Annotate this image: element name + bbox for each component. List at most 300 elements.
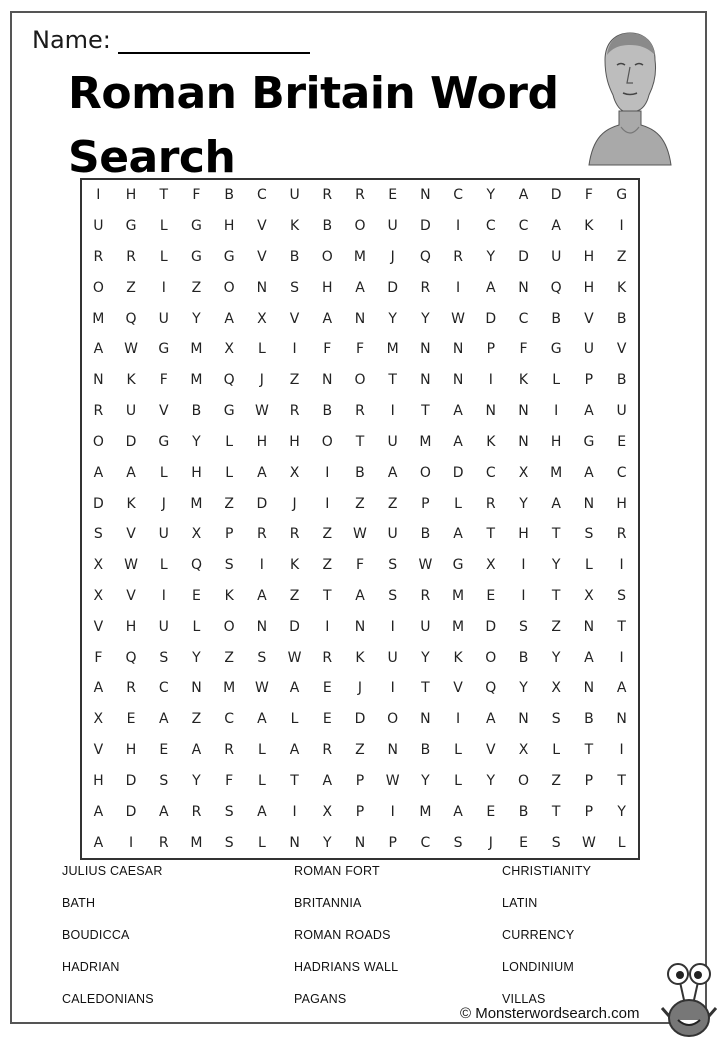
grid-letter[interactable]: Y: [519, 680, 528, 697]
grid-letter[interactable]: H: [518, 526, 529, 543]
grid-letter[interactable]: V: [616, 341, 627, 358]
grid-letter[interactable]: O: [92, 433, 104, 450]
grid-letter[interactable]: W: [124, 341, 138, 358]
grid-letter[interactable]: L: [454, 772, 462, 789]
grid-letter[interactable]: S: [551, 834, 561, 851]
grid-letter[interactable]: A: [322, 310, 333, 327]
grid-letter[interactable]: M: [353, 249, 367, 266]
grid-letter[interactable]: A: [126, 464, 136, 481]
grid-letter[interactable]: Y: [486, 187, 496, 204]
grid-letter[interactable]: T: [617, 618, 626, 635]
grid-letter[interactable]: D: [419, 218, 431, 235]
grid-letter[interactable]: L: [225, 433, 234, 450]
grid-letter[interactable]: Y: [551, 649, 561, 666]
grid-letter[interactable]: O: [485, 649, 497, 666]
grid-letter[interactable]: V: [158, 403, 169, 420]
grid-letter[interactable]: U: [420, 618, 431, 635]
grid-letter[interactable]: A: [486, 279, 496, 296]
grid-letter[interactable]: M: [190, 495, 203, 512]
grid-letter[interactable]: P: [388, 834, 397, 851]
grid-letter[interactable]: Z: [551, 618, 561, 635]
grid-letter[interactable]: D: [550, 187, 562, 204]
grid-letter[interactable]: B: [420, 526, 431, 543]
grid-letter[interactable]: J: [357, 680, 363, 697]
grid-letter[interactable]: B: [551, 310, 561, 327]
grid-letter[interactable]: L: [617, 834, 626, 851]
grid-letter[interactable]: Z: [289, 372, 300, 389]
grid-letter[interactable]: U: [158, 618, 169, 635]
grid-letter[interactable]: A: [486, 711, 496, 728]
grid-letter[interactable]: G: [125, 218, 137, 235]
grid-letter[interactable]: I: [325, 495, 330, 512]
grid-letter[interactable]: Y: [617, 803, 626, 820]
grid-letter[interactable]: Z: [387, 495, 398, 512]
grid-letter[interactable]: A: [257, 464, 267, 481]
grid-letter[interactable]: I: [619, 649, 624, 666]
grid-letter[interactable]: D: [125, 772, 137, 789]
grid-letter[interactable]: N: [583, 618, 595, 635]
grid-letter[interactable]: P: [584, 372, 594, 389]
grid-letter[interactable]: Y: [421, 310, 430, 327]
grid-letter[interactable]: S: [159, 772, 169, 789]
grid-letter[interactable]: W: [451, 310, 465, 327]
grid-letter[interactable]: D: [92, 495, 104, 512]
grid-letter[interactable]: L: [552, 372, 561, 389]
grid-letter[interactable]: T: [551, 587, 561, 604]
grid-letter[interactable]: Z: [224, 495, 234, 512]
grid-letter[interactable]: V: [453, 680, 463, 697]
grid-letter[interactable]: T: [551, 803, 561, 820]
grid-letter[interactable]: A: [257, 711, 267, 728]
grid-letter[interactable]: J: [292, 495, 297, 512]
grid-letter[interactable]: A: [616, 680, 627, 697]
grid-letter[interactable]: Y: [421, 649, 430, 666]
grid-letter[interactable]: O: [419, 464, 431, 481]
grid-letter[interactable]: X: [485, 557, 496, 574]
grid-letter[interactable]: H: [256, 433, 268, 450]
grid-letter[interactable]: N: [256, 279, 268, 296]
grid-letter[interactable]: A: [289, 680, 300, 697]
grid-letter[interactable]: T: [421, 403, 430, 420]
grid-letter[interactable]: R: [93, 403, 104, 420]
grid-letter[interactable]: M: [419, 433, 432, 450]
grid-letter[interactable]: P: [224, 526, 234, 543]
grid-letter[interactable]: D: [256, 495, 268, 512]
grid-letter[interactable]: N: [583, 680, 595, 697]
grid-letter[interactable]: C: [616, 464, 627, 481]
grid-letter[interactable]: B: [322, 403, 333, 420]
grid-letter[interactable]: O: [321, 249, 333, 266]
grid-letter[interactable]: M: [419, 803, 432, 820]
grid-letter[interactable]: F: [159, 372, 168, 389]
grid-letter[interactable]: G: [223, 249, 235, 266]
grid-letter[interactable]: L: [257, 834, 266, 851]
grid-letter[interactable]: Y: [322, 834, 332, 851]
grid-letter[interactable]: Q: [223, 372, 235, 389]
grid-letter[interactable]: N: [485, 403, 497, 420]
grid-letter[interactable]: V: [93, 742, 104, 759]
grid-letter[interactable]: I: [259, 557, 264, 574]
grid-letter[interactable]: R: [420, 279, 431, 296]
grid-letter[interactable]: V: [257, 249, 267, 266]
grid-letter[interactable]: F: [519, 341, 528, 358]
grid-letter[interactable]: D: [452, 464, 464, 481]
grid-letter[interactable]: S: [584, 526, 594, 543]
grid-letter[interactable]: U: [387, 649, 398, 666]
grid-letter[interactable]: I: [161, 587, 166, 604]
grid-letter[interactable]: X: [322, 803, 333, 820]
grid-letter[interactable]: N: [420, 341, 431, 358]
grid-letter[interactable]: J: [259, 372, 264, 389]
grid-letter[interactable]: X: [518, 742, 529, 759]
grid-letter[interactable]: E: [519, 834, 528, 851]
grid-letter[interactable]: O: [223, 618, 235, 635]
grid-letter[interactable]: B: [322, 218, 333, 235]
grid-letter[interactable]: T: [421, 680, 430, 697]
grid-letter[interactable]: C: [158, 680, 169, 697]
grid-letter[interactable]: E: [322, 711, 332, 728]
grid-letter[interactable]: Q: [125, 649, 137, 666]
grid-letter[interactable]: M: [223, 680, 236, 697]
grid-letter[interactable]: C: [224, 711, 235, 728]
grid-letter[interactable]: M: [190, 834, 203, 851]
grid-letter[interactable]: V: [126, 587, 136, 604]
grid-letter[interactable]: O: [321, 433, 333, 450]
grid-letter[interactable]: U: [387, 526, 398, 543]
grid-letter[interactable]: U: [583, 341, 595, 358]
grid-letter[interactable]: I: [390, 803, 395, 820]
grid-letter[interactable]: W: [353, 526, 367, 543]
grid-letter[interactable]: B: [518, 803, 529, 820]
grid-letter[interactable]: K: [289, 557, 300, 574]
grid-letter[interactable]: L: [225, 464, 234, 481]
grid-letter[interactable]: A: [453, 526, 463, 543]
grid-letter[interactable]: N: [354, 834, 366, 851]
grid-letter[interactable]: R: [93, 249, 104, 266]
grid-letter[interactable]: X: [93, 557, 104, 574]
grid-letter[interactable]: W: [287, 649, 302, 666]
grid-letter[interactable]: K: [453, 649, 463, 666]
grid-letter[interactable]: Y: [421, 772, 430, 789]
grid-letter[interactable]: S: [551, 711, 561, 728]
grid-letter[interactable]: A: [93, 464, 104, 481]
grid-letter[interactable]: I: [128, 834, 134, 851]
grid-letter[interactable]: A: [584, 649, 594, 666]
grid-letter[interactable]: V: [93, 618, 104, 635]
grid-letter[interactable]: P: [355, 803, 365, 820]
grid-letter[interactable]: A: [453, 403, 463, 420]
grid-letter[interactable]: G: [616, 187, 628, 204]
grid-letter[interactable]: D: [125, 433, 137, 450]
grid-letter[interactable]: H: [289, 433, 300, 450]
grid-letter[interactable]: Z: [224, 649, 234, 666]
grid-letter[interactable]: J: [488, 834, 493, 851]
grid-letter[interactable]: A: [257, 803, 267, 820]
grid-letter[interactable]: E: [126, 711, 136, 728]
grid-letter[interactable]: L: [290, 711, 299, 728]
grid-letter[interactable]: G: [158, 341, 170, 358]
grid-letter[interactable]: L: [159, 464, 168, 481]
grid-letter[interactable]: I: [390, 618, 395, 635]
grid-letter[interactable]: C: [453, 187, 463, 204]
grid-letter[interactable]: Y: [486, 772, 496, 789]
grid-letter[interactable]: S: [617, 587, 627, 604]
grid-letter[interactable]: U: [125, 403, 137, 420]
grid-letter[interactable]: N: [518, 279, 529, 296]
grid-letter[interactable]: U: [616, 403, 627, 420]
grid-letter[interactable]: I: [325, 618, 330, 635]
grid-letter[interactable]: I: [488, 372, 493, 389]
grid-letter[interactable]: S: [224, 557, 234, 574]
grid-letter[interactable]: N: [583, 495, 595, 512]
grid-letter[interactable]: D: [485, 618, 497, 635]
grid-letter[interactable]: G: [550, 341, 562, 358]
grid-letter[interactable]: T: [159, 187, 169, 204]
grid-letter[interactable]: F: [584, 187, 593, 204]
grid-letter[interactable]: I: [521, 557, 526, 574]
grid-letter[interactable]: L: [257, 742, 266, 759]
grid-letter[interactable]: G: [583, 433, 595, 450]
grid-letter[interactable]: H: [125, 742, 137, 759]
grid-letter[interactable]: U: [158, 310, 169, 327]
grid-letter[interactable]: H: [583, 279, 595, 296]
grid-letter[interactable]: N: [387, 742, 398, 759]
grid-letter[interactable]: O: [223, 279, 235, 296]
grid-letter[interactable]: T: [486, 526, 496, 543]
grid-letter[interactable]: U: [93, 218, 104, 235]
grid-letter[interactable]: A: [191, 742, 202, 759]
grid-letter[interactable]: V: [257, 218, 267, 235]
grid-letter[interactable]: Z: [551, 772, 561, 789]
grid-letter[interactable]: R: [289, 526, 300, 543]
grid-letter[interactable]: R: [355, 403, 365, 420]
grid-letter[interactable]: O: [92, 279, 104, 296]
grid-letter[interactable]: N: [420, 187, 431, 204]
grid-letter[interactable]: I: [456, 711, 461, 728]
grid-letter[interactable]: K: [486, 433, 496, 450]
grid-letter[interactable]: N: [616, 711, 627, 728]
grid-letter[interactable]: J: [390, 249, 395, 266]
grid-letter[interactable]: Y: [192, 772, 201, 789]
grid-letter[interactable]: Y: [551, 557, 561, 574]
grid-letter[interactable]: V: [126, 526, 136, 543]
grid-letter[interactable]: A: [93, 803, 104, 820]
grid-letter[interactable]: F: [355, 557, 364, 574]
grid-letter[interactable]: S: [93, 526, 103, 543]
grid-letter[interactable]: M: [190, 341, 203, 358]
grid-letter[interactable]: D: [387, 279, 399, 296]
grid-letter[interactable]: L: [192, 618, 201, 635]
grid-letter[interactable]: E: [192, 587, 201, 604]
grid-letter[interactable]: S: [224, 834, 234, 851]
grid-letter[interactable]: P: [421, 495, 430, 512]
grid-letter[interactable]: X: [289, 464, 300, 481]
grid-letter[interactable]: N: [256, 618, 268, 635]
grid-letter[interactable]: F: [225, 772, 234, 789]
grid-letter[interactable]: U: [158, 526, 169, 543]
grid-letter[interactable]: Z: [191, 279, 202, 296]
grid-letter[interactable]: A: [453, 803, 463, 820]
grid-letter[interactable]: A: [93, 341, 104, 358]
grid-letter[interactable]: X: [584, 587, 594, 604]
grid-letter[interactable]: E: [486, 587, 496, 604]
grid-letter[interactable]: N: [354, 618, 366, 635]
grid-letter[interactable]: R: [322, 649, 333, 666]
grid-letter[interactable]: S: [388, 557, 398, 574]
grid-letter[interactable]: X: [551, 680, 561, 697]
grid-letter[interactable]: H: [550, 433, 562, 450]
grid-letter[interactable]: H: [223, 218, 235, 235]
grid-letter[interactable]: K: [289, 218, 300, 235]
grid-letter[interactable]: B: [191, 403, 202, 420]
grid-letter[interactable]: M: [452, 618, 465, 635]
grid-letter[interactable]: D: [125, 803, 137, 820]
grid-letter[interactable]: E: [388, 187, 398, 204]
grid-letter[interactable]: B: [224, 187, 234, 204]
grid-letter[interactable]: R: [355, 187, 365, 204]
grid-letter[interactable]: P: [486, 341, 496, 358]
grid-letter[interactable]: O: [354, 372, 366, 389]
grid-letter[interactable]: I: [390, 403, 395, 420]
grid-letter[interactable]: Z: [616, 249, 627, 266]
grid-letter[interactable]: R: [322, 187, 333, 204]
grid-letter[interactable]: X: [224, 341, 234, 358]
grid-letter[interactable]: J: [161, 495, 166, 512]
grid-letter[interactable]: N: [518, 711, 529, 728]
grid-letter[interactable]: G: [191, 218, 202, 235]
grid-letter[interactable]: L: [159, 557, 168, 574]
grid-letter[interactable]: B: [289, 249, 300, 266]
grid-letter[interactable]: H: [93, 772, 104, 789]
grid-letter[interactable]: T: [388, 372, 397, 389]
grid-letter[interactable]: R: [420, 587, 431, 604]
grid-letter[interactable]: A: [257, 587, 267, 604]
grid-letter[interactable]: D: [518, 249, 529, 266]
grid-letter[interactable]: C: [518, 218, 529, 235]
grid-letter[interactable]: H: [191, 464, 202, 481]
grid-letter[interactable]: B: [584, 711, 594, 728]
grid-letter[interactable]: F: [355, 341, 364, 358]
grid-letter[interactable]: T: [551, 526, 561, 543]
grid-letter[interactable]: C: [485, 218, 496, 235]
grid-letter[interactable]: I: [554, 403, 559, 420]
grid-letter[interactable]: H: [616, 495, 627, 512]
grid-letter[interactable]: Z: [322, 526, 333, 543]
grid-letter[interactable]: B: [420, 742, 431, 759]
name-field-line[interactable]: [118, 52, 310, 54]
grid-letter[interactable]: Q: [190, 557, 202, 574]
grid-letter[interactable]: A: [289, 742, 300, 759]
grid-letter[interactable]: P: [355, 772, 365, 789]
grid-letter[interactable]: N: [518, 403, 529, 420]
grid-letter[interactable]: Q: [419, 249, 431, 266]
grid-letter[interactable]: L: [159, 249, 168, 266]
grid-letter[interactable]: N: [289, 834, 300, 851]
grid-letter[interactable]: P: [584, 803, 594, 820]
grid-letter[interactable]: X: [191, 526, 202, 543]
grid-letter[interactable]: G: [452, 557, 464, 574]
grid-letter[interactable]: Q: [550, 279, 562, 296]
grid-letter[interactable]: I: [521, 587, 526, 604]
grid-letter[interactable]: L: [257, 772, 266, 789]
grid-letter[interactable]: U: [387, 218, 398, 235]
grid-letter[interactable]: X: [518, 464, 529, 481]
grid-letter[interactable]: F: [323, 341, 332, 358]
grid-letter[interactable]: A: [355, 279, 365, 296]
grid-letter[interactable]: N: [93, 372, 104, 389]
grid-letter[interactable]: W: [124, 557, 138, 574]
grid-letter[interactable]: L: [257, 341, 266, 358]
grid-letter[interactable]: Z: [355, 742, 365, 759]
grid-letter[interactable]: H: [583, 249, 595, 266]
grid-letter[interactable]: C: [256, 187, 267, 204]
grid-letter[interactable]: Z: [355, 495, 365, 512]
grid-letter[interactable]: A: [93, 680, 104, 697]
grid-letter[interactable]: I: [390, 680, 395, 697]
grid-letter[interactable]: F: [192, 187, 201, 204]
grid-letter[interactable]: E: [159, 742, 169, 759]
grid-letter[interactable]: N: [452, 341, 464, 358]
grid-letter[interactable]: Y: [519, 495, 528, 512]
grid-letter[interactable]: T: [290, 772, 299, 789]
grid-letter[interactable]: A: [93, 834, 104, 851]
grid-letter[interactable]: M: [386, 341, 399, 358]
grid-letter[interactable]: M: [190, 372, 203, 389]
grid-letter[interactable]: A: [322, 772, 333, 789]
grid-letter[interactable]: I: [619, 742, 624, 759]
grid-letter[interactable]: I: [292, 803, 297, 820]
grid-letter[interactable]: R: [322, 742, 333, 759]
grid-letter[interactable]: R: [126, 249, 136, 266]
grid-letter[interactable]: L: [454, 495, 462, 512]
grid-letter[interactable]: Y: [486, 249, 496, 266]
grid-letter[interactable]: K: [224, 587, 234, 604]
grid-letter[interactable]: B: [616, 372, 627, 389]
grid-letter[interactable]: Z: [126, 279, 136, 296]
grid-letter[interactable]: P: [584, 772, 594, 789]
grid-letter[interactable]: B: [616, 310, 627, 327]
grid-letter[interactable]: K: [617, 279, 627, 296]
grid-letter[interactable]: A: [158, 711, 169, 728]
grid-letter[interactable]: H: [125, 187, 137, 204]
grid-letter[interactable]: N: [354, 310, 366, 327]
grid-letter[interactable]: A: [158, 803, 169, 820]
grid-letter[interactable]: M: [92, 310, 105, 327]
grid-letter[interactable]: S: [159, 649, 169, 666]
grid-letter[interactable]: N: [420, 711, 431, 728]
grid-letter[interactable]: M: [452, 587, 465, 604]
grid-letter[interactable]: K: [518, 372, 529, 389]
grid-letter[interactable]: G: [158, 433, 170, 450]
grid-letter[interactable]: Z: [289, 587, 300, 604]
grid-letter[interactable]: R: [158, 834, 169, 851]
grid-letter[interactable]: N: [452, 372, 464, 389]
grid-letter[interactable]: C: [420, 834, 431, 851]
grid-letter[interactable]: A: [551, 218, 561, 235]
grid-letter[interactable]: S: [257, 649, 267, 666]
grid-letter[interactable]: O: [354, 218, 366, 235]
grid-letter[interactable]: V: [289, 310, 300, 327]
grid-letter[interactable]: Y: [192, 649, 201, 666]
grid-letter[interactable]: E: [486, 803, 496, 820]
grid-letter[interactable]: Q: [125, 310, 137, 327]
grid-letter[interactable]: R: [126, 680, 136, 697]
grid-letter[interactable]: I: [161, 279, 166, 296]
grid-letter[interactable]: X: [257, 310, 267, 327]
grid-letter[interactable]: R: [485, 495, 496, 512]
grid-letter[interactable]: W: [418, 557, 433, 574]
grid-letter[interactable]: X: [93, 711, 104, 728]
